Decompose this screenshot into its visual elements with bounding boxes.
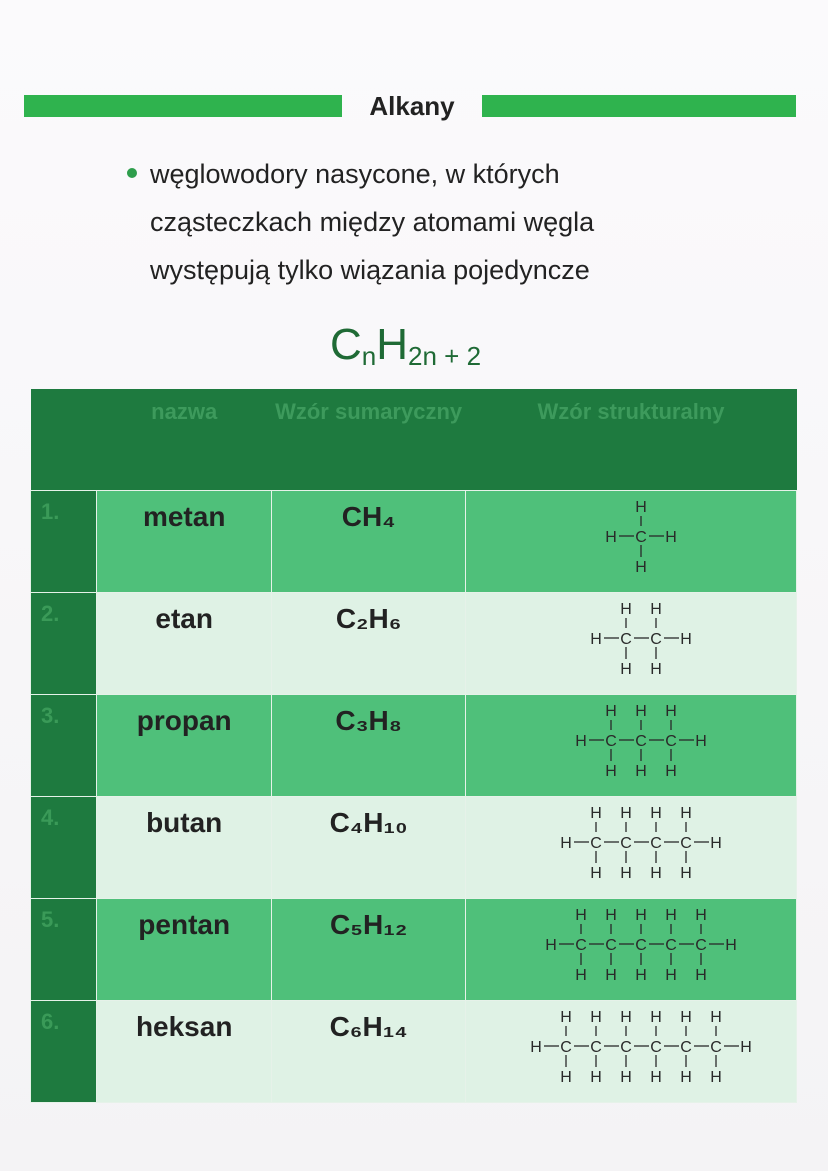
title-bar-right <box>482 95 796 117</box>
row-number: 1. <box>31 491 97 593</box>
carbon-atom: C <box>590 835 602 852</box>
molecular-formula: C₅H₁₂ <box>272 899 466 1001</box>
row-number: 2. <box>31 593 97 695</box>
alkanes-table <box>30 389 797 1103</box>
hydrogen-atom: H <box>560 1009 572 1026</box>
alkane-name: pentan <box>97 899 272 1001</box>
row-number: 4. <box>31 797 97 899</box>
hydrogen-atom: H <box>620 1009 632 1026</box>
hydrogen-atom: H <box>635 703 647 720</box>
header-name: nazwa <box>97 389 272 491</box>
molecular-formula: C₃H₈ <box>272 695 466 797</box>
page-title: Alkany <box>369 91 455 121</box>
table-header-row <box>31 389 797 491</box>
carbon-atom: C <box>680 1039 692 1056</box>
hydrogen-atom: H <box>620 805 632 822</box>
hydrogen-atom: H <box>665 907 677 924</box>
hydrogen-atom: H <box>605 703 617 720</box>
formula-c: C <box>330 320 362 369</box>
carbon-atom: C <box>635 733 647 750</box>
definition-line: węglowodory nasycone, w których <box>150 159 560 189</box>
row-number: 5. <box>31 899 97 1001</box>
carbon-atom: C <box>650 631 662 648</box>
structural-formula <box>466 1001 797 1103</box>
bullet-dot <box>127 168 137 178</box>
hydrogen-atom: H <box>665 703 677 720</box>
hydrogen-atom: H <box>665 967 677 984</box>
header-number <box>31 389 97 491</box>
hydrogen-atom: H <box>545 937 557 954</box>
row-number: 3. <box>31 695 97 797</box>
structure-drawing <box>466 593 796 684</box>
molecular-formula: CH₄ <box>272 491 466 593</box>
hydrogen-atom: H <box>665 529 677 546</box>
hydrogen-atom: H <box>575 733 587 750</box>
hydrogen-atom: H <box>650 865 662 882</box>
hydrogen-atom: H <box>680 865 692 882</box>
carbon-atom: C <box>605 937 617 954</box>
table-row <box>31 491 797 593</box>
table-row <box>31 797 797 899</box>
carbon-atom: C <box>650 1039 662 1056</box>
header-structure: Wzór strukturalny <box>466 389 797 491</box>
hydrogen-atom: H <box>620 661 632 678</box>
hydrogen-atom: H <box>635 499 647 516</box>
hydrogen-atom: H <box>680 805 692 822</box>
table-row <box>31 899 797 1001</box>
hydrogen-atom: H <box>560 835 572 852</box>
hydrogen-atom: H <box>590 1069 602 1086</box>
hydrogen-atom: H <box>740 1039 752 1056</box>
hydrogen-atom: H <box>695 967 707 984</box>
carbon-atom: C <box>620 835 632 852</box>
formula-subscript: 2n + 2 <box>408 341 482 371</box>
structure-drawing <box>466 491 796 582</box>
hydrogen-atom: H <box>620 1069 632 1086</box>
hydrogen-atom: H <box>680 1069 692 1086</box>
hydrogen-atom: H <box>650 601 662 618</box>
structure-drawing <box>466 1001 796 1092</box>
carbon-atom: C <box>695 937 707 954</box>
alkane-name: butan <box>97 797 272 899</box>
formula-h: H <box>376 320 409 369</box>
definition-text <box>150 150 730 294</box>
structure-drawing <box>466 695 796 786</box>
hydrogen-atom: H <box>575 907 587 924</box>
hydrogen-atom: H <box>650 1069 662 1086</box>
carbon-atom: C <box>665 733 677 750</box>
hydrogen-atom: H <box>530 1039 542 1056</box>
table-row <box>31 593 797 695</box>
hydrogen-atom: H <box>590 865 602 882</box>
alkane-name: heksan <box>97 1001 272 1103</box>
table-row <box>31 695 797 797</box>
title-row <box>24 93 796 119</box>
definition-line: cząsteczkach między atomami węgla <box>150 207 595 237</box>
hydrogen-atom: H <box>695 907 707 924</box>
hydrogen-atom: H <box>635 907 647 924</box>
hydrogen-atom: H <box>590 631 602 648</box>
carbon-atom: C <box>635 937 647 954</box>
hydrogen-atom: H <box>620 601 632 618</box>
carbon-atom: C <box>620 1039 632 1056</box>
hydrogen-atom: H <box>605 967 617 984</box>
hydrogen-atom: H <box>650 661 662 678</box>
header-formula: Wzór sumaryczny <box>272 389 466 491</box>
hydrogen-atom: H <box>590 805 602 822</box>
structure-drawing <box>466 797 796 888</box>
hydrogen-atom: H <box>605 529 617 546</box>
molecular-formula: C₄H₁₀ <box>272 797 466 899</box>
carbon-atom: C <box>650 835 662 852</box>
hydrogen-atom: H <box>710 1009 722 1026</box>
hydrogen-atom: H <box>620 865 632 882</box>
row-number: 6. <box>31 1001 97 1103</box>
hydrogen-atom: H <box>695 733 707 750</box>
structural-formula <box>466 899 797 1001</box>
definition-line: występują tylko wiązania pojedyncze <box>150 255 590 285</box>
structural-formula <box>466 695 797 797</box>
carbon-atom: C <box>635 529 647 546</box>
title-bar-left <box>24 95 342 117</box>
carbon-atom: C <box>560 1039 572 1056</box>
carbon-atom: C <box>665 937 677 954</box>
table-row <box>31 1001 797 1103</box>
carbon-atom: C <box>680 835 692 852</box>
structural-formula <box>466 593 797 695</box>
molecular-formula: C₆H₁₄ <box>272 1001 466 1103</box>
carbon-atom: C <box>590 1039 602 1056</box>
carbon-atom: C <box>710 1039 722 1056</box>
hydrogen-atom: H <box>575 967 587 984</box>
carbon-atom: C <box>605 733 617 750</box>
hydrogen-atom: H <box>590 1009 602 1026</box>
hydrogen-atom: H <box>635 763 647 780</box>
alkane-name: etan <box>97 593 272 695</box>
hydrogen-atom: H <box>635 559 647 576</box>
hydrogen-atom: H <box>650 1009 662 1026</box>
alkane-name: metan <box>97 491 272 593</box>
hydrogen-atom: H <box>605 907 617 924</box>
molecular-formula: C₂H₆ <box>272 593 466 695</box>
hydrogen-atom: H <box>635 967 647 984</box>
hydrogen-atom: H <box>680 631 692 648</box>
hydrogen-atom: H <box>605 763 617 780</box>
hydrogen-atom: H <box>665 763 677 780</box>
carbon-atom: C <box>620 631 632 648</box>
hydrogen-atom: H <box>680 1009 692 1026</box>
structural-formula <box>466 797 797 899</box>
hydrogen-atom: H <box>725 937 737 954</box>
carbon-atom: C <box>575 937 587 954</box>
structural-formula <box>466 491 797 593</box>
alkane-name: propan <box>97 695 272 797</box>
hydrogen-atom: H <box>560 1069 572 1086</box>
hydrogen-atom: H <box>710 835 722 852</box>
hydrogen-atom: H <box>710 1069 722 1086</box>
general-formula <box>330 320 481 372</box>
structure-drawing <box>466 899 796 990</box>
formula-n: n <box>361 341 377 371</box>
hydrogen-atom: H <box>650 805 662 822</box>
